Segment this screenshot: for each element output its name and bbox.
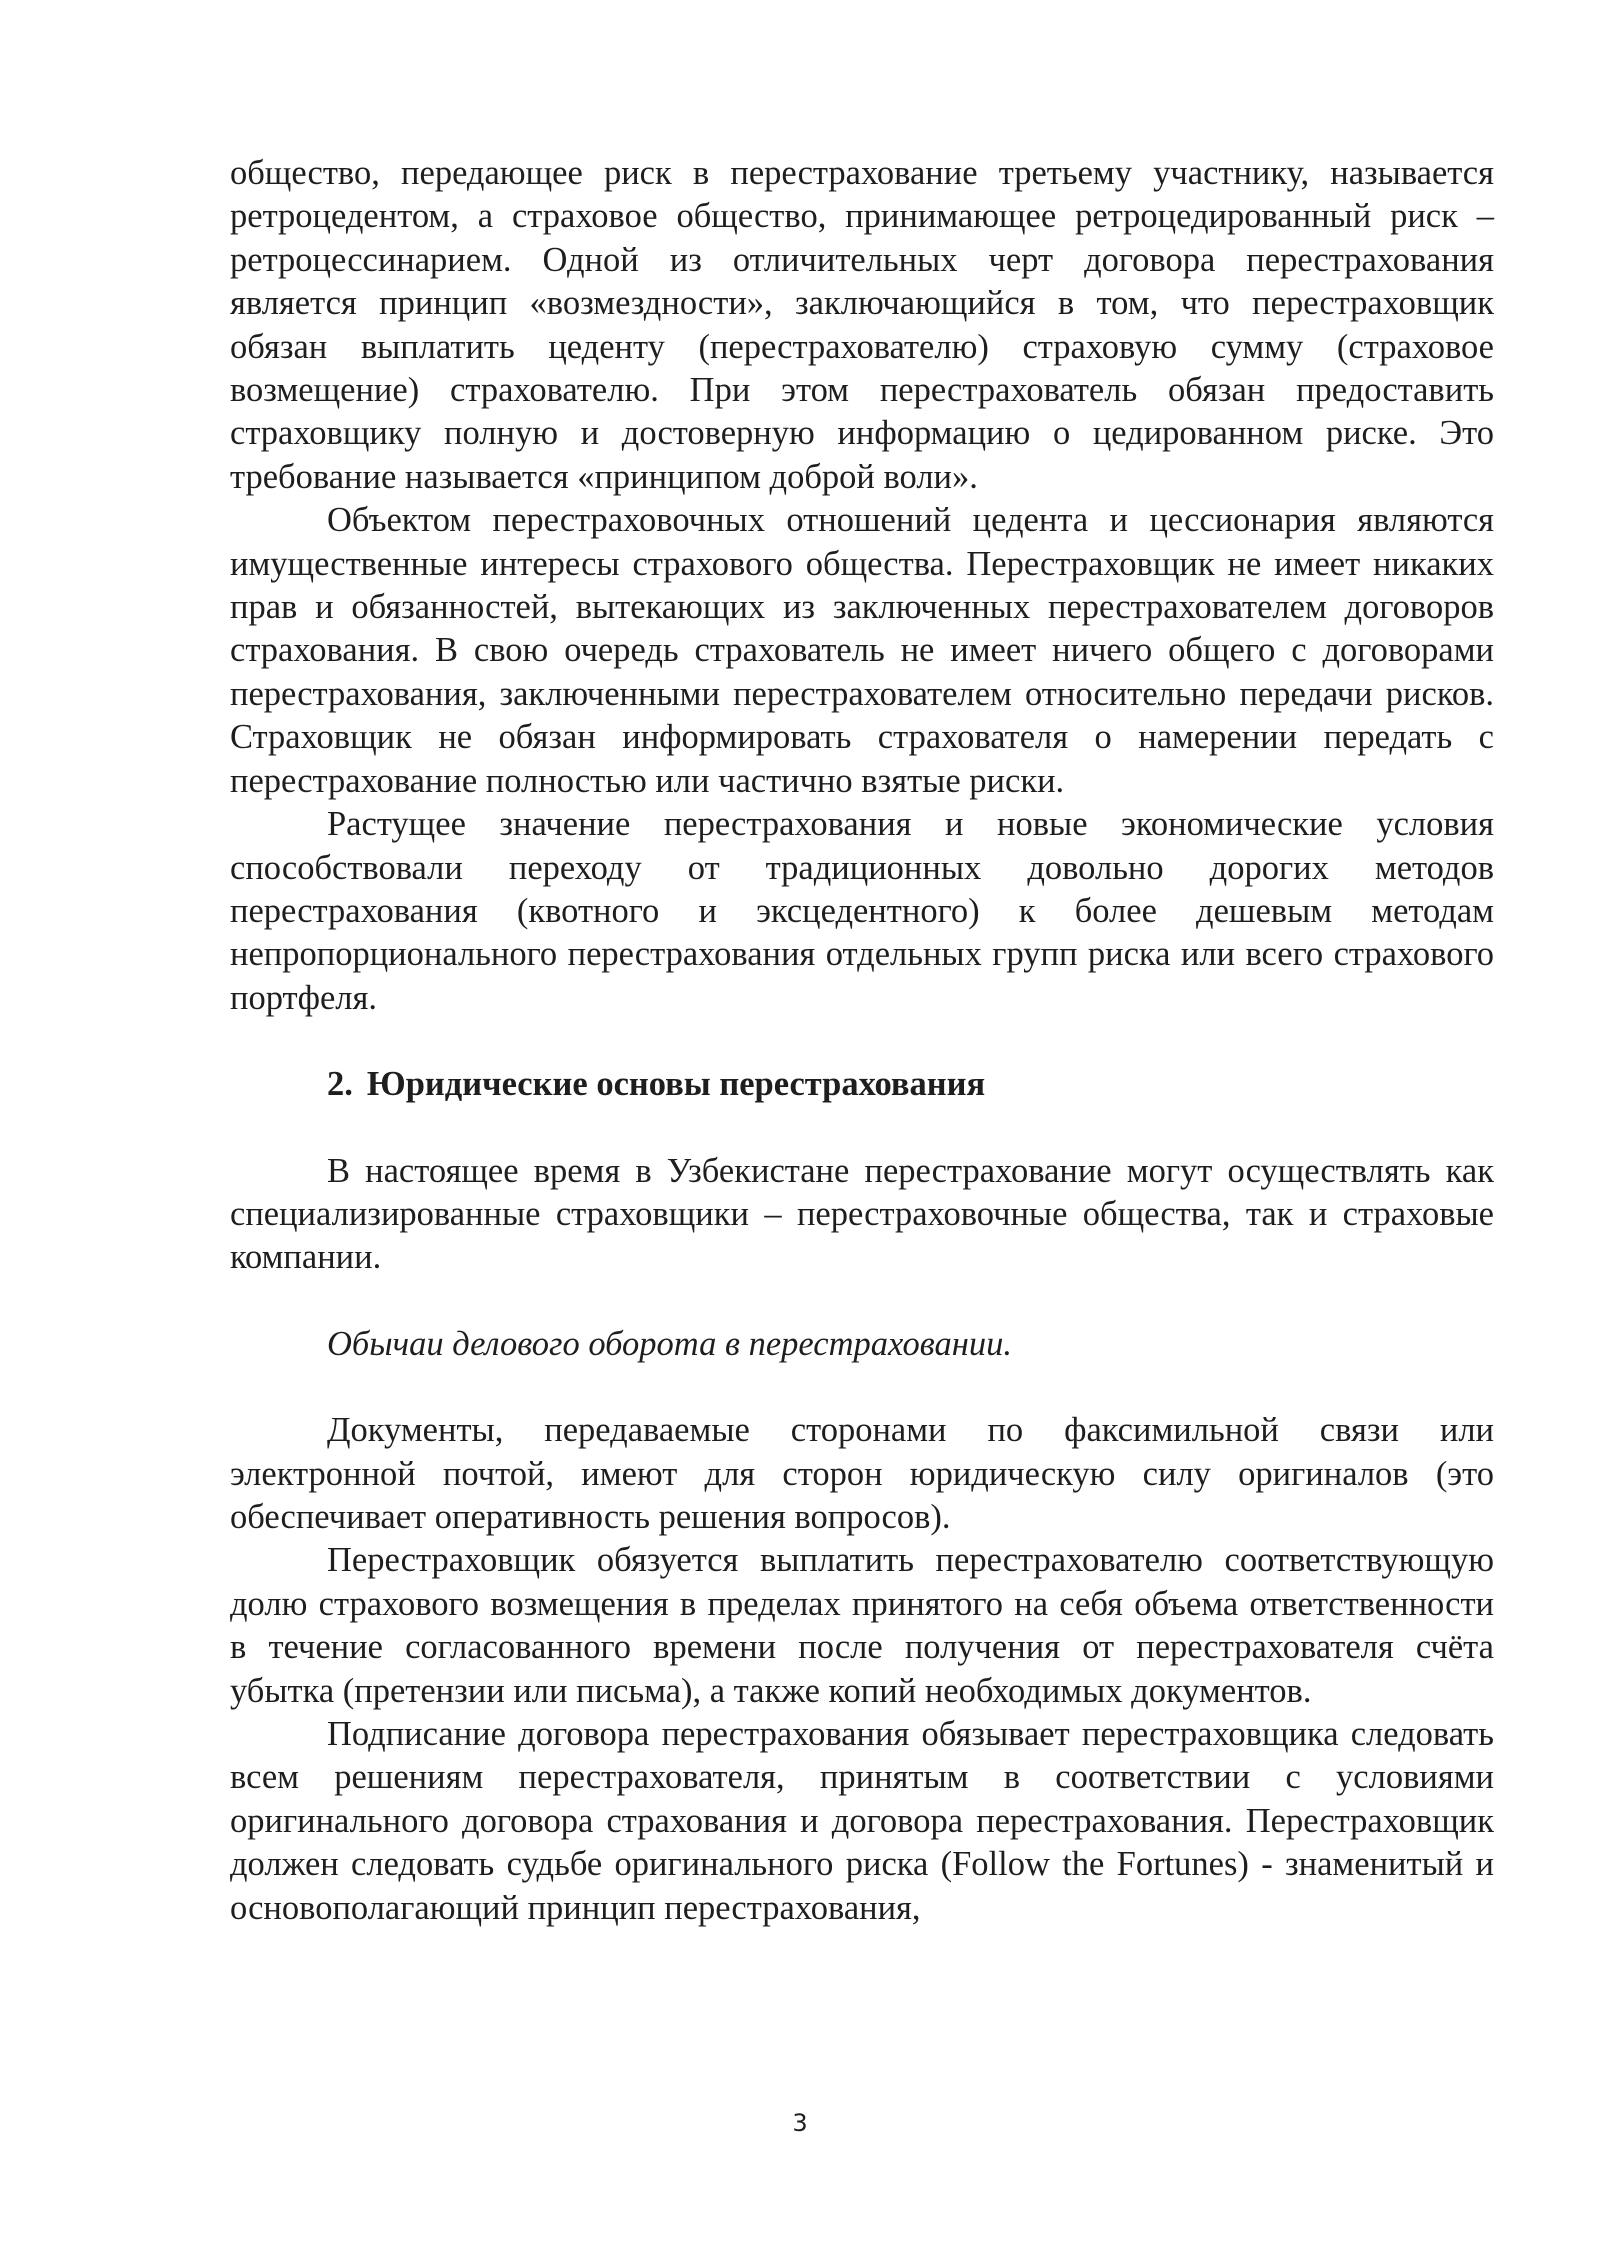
paragraph-uzbekistan: В настоящее время в Узбекистане перестрахование могут осуществлять как специализированные страховщики – перестраховочные общества, так и страховые компании. — [230, 1151, 1494, 1277]
page-number: 3 — [792, 2109, 808, 2137]
paragraph-follow-fortunes: Подписание договора перестрахования обязывает перестраховщика следовать всем решениям перестрахователя, принятым в соответствии с условиями оригинального договора страхования и договора перестрахования. Перестраховщик должен следовать судьбе оригинального риска (Follow the Fortunes) - знаменитый и основополагающий принцип перестрахования, — [230, 1715, 1494, 1927]
section-heading — [230, 1063, 1494, 1106]
paragraph-reinsurance-growth: Растущее значение перестрахования и новые экономические условия способствовали переходу от традиционных довольно дорогих методов перестрахования (квотного и эксцедентного) к более дешевым методам непропорционального перестрахования отдельных групп риска или всего страхового портфеля. — [230, 805, 1494, 1017]
paragraph-continuation: общество, передающее риск в перестрахование третьему участнику, называется ретроцедентом, а страховое общество, принимающее ретроцедированный риск – ретроцессинарием. Одной из отличительных черт договора перестрахования является принцип «возмездности», заключающийся в том, что перестраховщик обязан выплатить цеденту (перестрахователю) страховую сумму (страховое возмещение) страхователю. При этом перестрахователь обязан предоставить страховщику полную и достоверную информацию о цедированном риске. Это требование называется «принципом доброй воли». — [230, 154, 1494, 496]
italic-subheading: Обычаи делового оборота в перестраховании. — [327, 1324, 1012, 1363]
paragraph-reinsurer-obligation: Перестраховщик обязуется выплатить перестрахователю соответствующую долю страхового возмещения в пределах принятого на себя объема ответственности в течение согласованного времени после получения от перестрахователя счёта убытка (претензии или письма), а также копий необходимых документов. — [230, 1541, 1494, 1710]
paragraph-reinsurance-object: Объектом перестраховочных отношений цедента и цессионария являются имущественные интересы страхового общества. Перестраховщик не имеет никаких прав и обязанностей, вытекающих из заключенных перестрахователем договоров страхования. В свою очередь страхователь не имеет ничего общего с договорами перестрахования, заключенными перестрахователем относительно передачи рисков. Страховщик не обязан информировать страхователя о намерении передать с перестрахование полностью или частично взятые риски. — [230, 501, 1494, 800]
section-number: 2. — [327, 1065, 353, 1104]
document-page — [230, 152, 1494, 1930]
section-title: Юридические основы перестрахования — [366, 1065, 986, 1104]
paragraph-documents: Документы, передаваемые сторонами по факсимильной связи или электронной почтой, имеют для сторон юридическую силу оригиналов (это обеспечивает оперативность решения вопросов). — [230, 1411, 1494, 1536]
